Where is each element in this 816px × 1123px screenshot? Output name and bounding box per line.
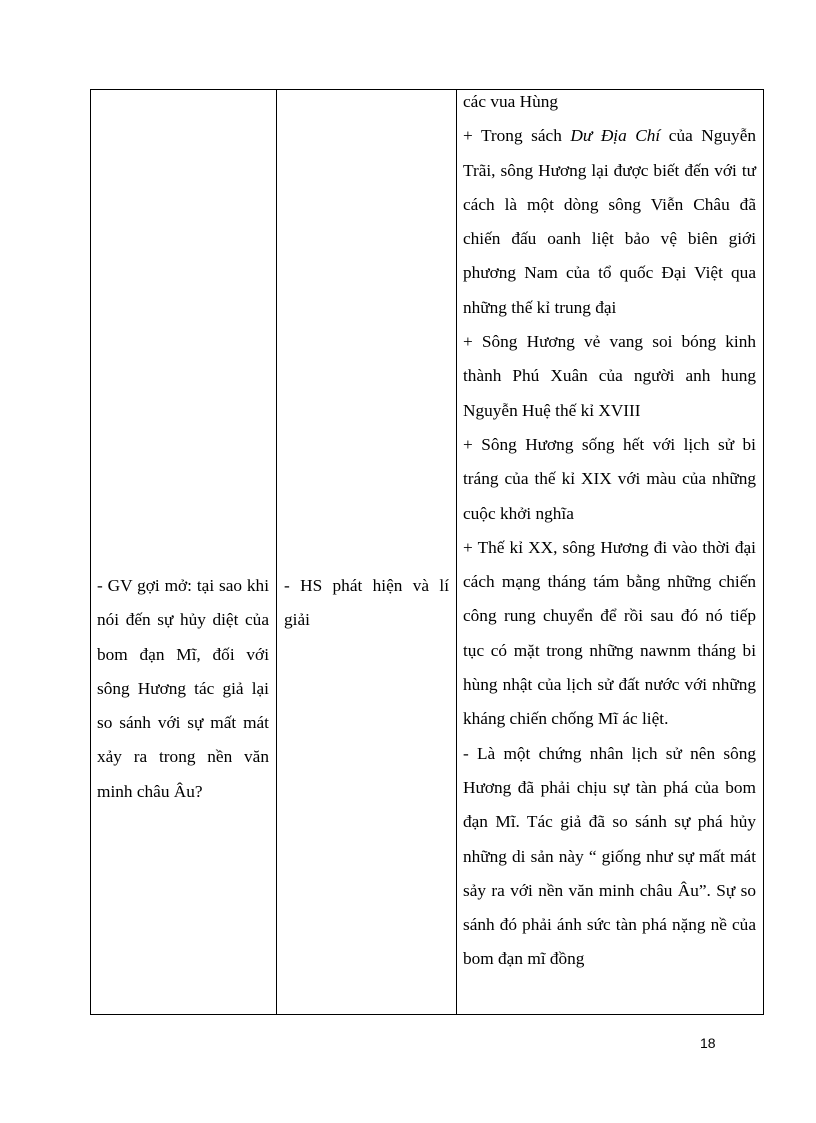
student-activity-text: - HS phát hiện và lí giải bbox=[284, 576, 449, 630]
teacher-activity-text: - GV gợi mở: tại sao khi nói đến sự hủy diệt của bom đạn Mĩ, đối với sông Hương tác giả lại so sánh với sự mất mát xảy ra trong nền văn minh châu Âu? bbox=[97, 576, 269, 801]
content-text bbox=[463, 85, 756, 977]
content-paragraph-6: - Là một chứng nhân lịch sử nên sông Hương đã phải chịu sự tàn phá của bom đạn Mĩ. Tác giả đã so sánh sự phá hủy những di sản này “ giống như sự mất mát sảy ra với nền văn minh châu Âu”. Sự so sánh đó phải ánh sức tàn phá nặng nề của bom đạn mĩ đồng bbox=[463, 743, 756, 969]
teacher-activity-cell bbox=[91, 90, 277, 1014]
content-cell bbox=[457, 90, 763, 1014]
page-number: 18 bbox=[700, 1035, 716, 1051]
content-paragraph-1: các vua Hùng bbox=[463, 92, 559, 111]
content-paragraph-2-prefix: + Trong sách bbox=[463, 126, 571, 146]
content-paragraph-4: + Sông Hương sống hết với lịch sử bi tráng của thế kỉ XIX với màu của những cuộc khởi nghĩa bbox=[463, 434, 756, 523]
book-title: Dư Địa Chí bbox=[570, 126, 661, 146]
content-paragraph-5: + Thế kỉ XX, sông Hương đi vào thời đại cách mạng tháng tám bằng những chiến công rung chuyển để rồi sau đó nó tiếp tục có mặt trong những nawnm tháng bi hùng nhật của lịch sử đất nước với những kháng chiến chống Mĩ ác liệt. bbox=[463, 537, 756, 729]
student-activity-cell bbox=[277, 90, 457, 1014]
content-paragraph-2 bbox=[463, 119, 756, 325]
lesson-table bbox=[90, 89, 764, 1015]
content-paragraph-3: + Sông Hương vẻ vang soi bóng kinh thành Phú Xuân của người anh hung Nguyễn Huệ thế kỉ XVIII bbox=[463, 332, 756, 420]
content-paragraph-2-suffix: của Nguyễn Trãi, sông Hương lại được biết đến với tư cách là một dòng sông Viễn Châu đã chiến đấu oanh liệt bảo vệ biên giới phương Nam của tổ quốc Đại Việt qua những thế kỉ trung đại bbox=[463, 126, 757, 317]
